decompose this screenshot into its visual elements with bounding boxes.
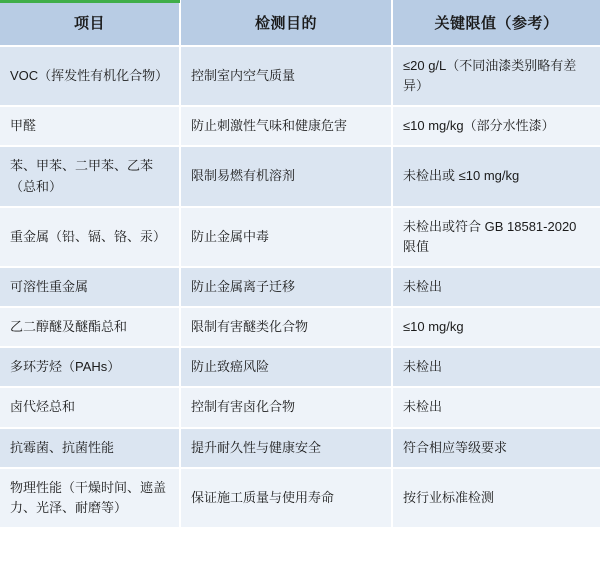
column-header-limit: 关键限值（参考） bbox=[392, 0, 600, 46]
cell-item: 卤代烃总和 bbox=[0, 387, 180, 427]
cell-limit: 未检出或符合 GB 18581-2020 限值 bbox=[392, 207, 600, 267]
cell-limit: 符合相应等级要求 bbox=[392, 428, 600, 468]
table-row bbox=[0, 207, 600, 267]
cell-limit: ≤10 mg/kg bbox=[392, 307, 600, 347]
table-row bbox=[0, 106, 600, 146]
table-row bbox=[0, 307, 600, 347]
top-accent-bar bbox=[0, 0, 180, 3]
cell-limit: 按行业标准检测 bbox=[392, 468, 600, 527]
table-row bbox=[0, 428, 600, 468]
cell-limit: 未检出 bbox=[392, 267, 600, 307]
table-header bbox=[0, 0, 600, 46]
table-row bbox=[0, 267, 600, 307]
table-header-row bbox=[0, 0, 600, 46]
cell-limit: ≤10 mg/kg（部分水性漆） bbox=[392, 106, 600, 146]
column-header-purpose: 检测目的 bbox=[180, 0, 392, 46]
cell-limit: ≤20 g/L（不同油漆类别略有差异） bbox=[392, 46, 600, 106]
cell-purpose: 保证施工质量与使用寿命 bbox=[180, 468, 392, 527]
cell-limit: 未检出或 ≤10 mg/kg bbox=[392, 146, 600, 206]
cell-limit: 未检出 bbox=[392, 387, 600, 427]
cell-item: VOC（挥发性有机化合物） bbox=[0, 46, 180, 106]
cell-purpose: 防止金属离子迁移 bbox=[180, 267, 392, 307]
table-row bbox=[0, 347, 600, 387]
cell-purpose: 防止金属中毒 bbox=[180, 207, 392, 267]
table-row bbox=[0, 46, 600, 106]
cell-item: 甲醛 bbox=[0, 106, 180, 146]
cell-purpose: 提升耐久性与健康安全 bbox=[180, 428, 392, 468]
table-body bbox=[0, 46, 600, 527]
cell-item: 多环芳烃（PAHs） bbox=[0, 347, 180, 387]
cell-item: 抗霉菌、抗菌性能 bbox=[0, 428, 180, 468]
cell-item: 可溶性重金属 bbox=[0, 267, 180, 307]
table-row bbox=[0, 468, 600, 527]
table-row bbox=[0, 146, 600, 206]
cell-item: 重金属（铅、镉、铬、汞） bbox=[0, 207, 180, 267]
cell-item: 物理性能（干燥时间、遮盖力、光泽、耐磨等） bbox=[0, 468, 180, 527]
cell-purpose: 限制易燃有机溶剂 bbox=[180, 146, 392, 206]
cell-item: 苯、甲苯、二甲苯、乙苯（总和） bbox=[0, 146, 180, 206]
cell-purpose: 控制有害卤化合物 bbox=[180, 387, 392, 427]
cell-item: 乙二醇醚及醚酯总和 bbox=[0, 307, 180, 347]
cell-purpose: 防止致癌风险 bbox=[180, 347, 392, 387]
cell-purpose: 限制有害醚类化合物 bbox=[180, 307, 392, 347]
cell-purpose: 控制室内空气质量 bbox=[180, 46, 392, 106]
table-row bbox=[0, 387, 600, 427]
cell-limit: 未检出 bbox=[392, 347, 600, 387]
cell-purpose: 防止刺激性气味和健康危害 bbox=[180, 106, 392, 146]
column-header-item: 项目 bbox=[0, 0, 180, 46]
